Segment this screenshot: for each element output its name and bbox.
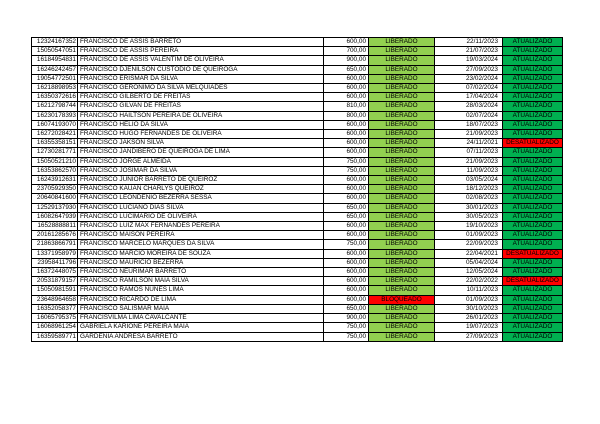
- update-status-cell[interactable]: ATUALIZADO: [503, 222, 563, 231]
- value-cell[interactable]: 600,00: [324, 231, 369, 240]
- name-cell[interactable]: GARDENIA ANDRESA BARRETO: [78, 332, 324, 341]
- value-cell[interactable]: 600,00: [324, 249, 369, 258]
- value-cell[interactable]: 750,00: [324, 332, 369, 341]
- date-cell[interactable]: 07/02/2024: [435, 84, 503, 93]
- date-cell[interactable]: 01/09/2023: [435, 231, 503, 240]
- name-cell[interactable]: FRANCISCO DJENILSON CUSTODIO DE QUEIROGA: [78, 65, 324, 74]
- id-cell[interactable]: 12324167352: [32, 38, 78, 47]
- name-cell[interactable]: GABRIELA KARIONE PEREIRA MAIA: [78, 323, 324, 332]
- id-cell[interactable]: 21863866791: [32, 240, 78, 249]
- release-status-cell[interactable]: LIBERADO: [369, 176, 435, 185]
- name-cell[interactable]: FRANCISCO HAILTSON PEREIRA DE OLIVEIRA: [78, 111, 324, 120]
- name-cell[interactable]: FRANCISCO JOSIMAR DA SILVA: [78, 166, 324, 175]
- table-row: [32, 212, 563, 221]
- release-status-cell[interactable]: LIBERADO: [369, 332, 435, 341]
- name-cell[interactable]: FRANCISCO MAURICIO BEZERRA: [78, 258, 324, 267]
- date-cell[interactable]: 05/04/2024: [435, 258, 503, 267]
- table-row: [32, 157, 563, 166]
- table-row: [32, 120, 563, 129]
- release-status-cell[interactable]: LIBERADO: [369, 148, 435, 157]
- release-status-cell[interactable]: LIBERADO: [369, 120, 435, 129]
- date-cell[interactable]: 23/02/2024: [435, 74, 503, 83]
- id-cell[interactable]: 20531879157: [32, 277, 78, 286]
- update-status-cell[interactable]: ATUALIZADO: [503, 84, 563, 93]
- date-cell[interactable]: 22/09/2023: [435, 240, 503, 249]
- release-status-cell[interactable]: LIBERADO: [369, 304, 435, 313]
- release-status-cell[interactable]: LIBERADO: [369, 323, 435, 332]
- update-status-cell[interactable]: ATUALIZADO: [503, 268, 563, 277]
- update-status-cell[interactable]: ATUALIZADO: [503, 295, 563, 304]
- name-cell[interactable]: FRANCISCO JANDIBERO DE QUEIROGA DE LIMA: [78, 148, 324, 157]
- name-cell[interactable]: FRANCISCO DE ASSIS BARRETO: [78, 38, 324, 47]
- update-status-cell[interactable]: ATUALIZADO: [503, 286, 563, 295]
- release-status-cell[interactable]: LIBERADO: [369, 277, 435, 286]
- date-cell[interactable]: 21/09/2023: [435, 130, 503, 139]
- id-cell[interactable]: 16353862570: [32, 166, 78, 175]
- value-cell[interactable]: 600,00: [324, 176, 369, 185]
- id-cell[interactable]: 20161285676: [32, 231, 78, 240]
- date-cell[interactable]: 17/04/2024: [435, 93, 503, 102]
- name-cell[interactable]: FRANCISCO JUNIOR BARRETO DE QUEIROZ: [78, 176, 324, 185]
- date-cell[interactable]: 19/10/2023: [435, 222, 503, 231]
- id-cell[interactable]: 16272028421: [32, 130, 78, 139]
- release-status-cell[interactable]: LIBERADO: [369, 212, 435, 221]
- table-row: [32, 249, 563, 258]
- name-cell[interactable]: FRANCISCO LUCIANO DIAS SILVA: [78, 203, 324, 212]
- value-cell[interactable]: 750,00: [324, 157, 369, 166]
- value-cell[interactable]: 600,00: [324, 258, 369, 267]
- table-row: [32, 185, 563, 194]
- release-status-cell[interactable]: LIBERADO: [369, 166, 435, 175]
- release-status-cell[interactable]: LIBERADO: [369, 130, 435, 139]
- table-row: [32, 323, 563, 332]
- release-status-cell[interactable]: LIBERADO: [369, 111, 435, 120]
- update-status-cell[interactable]: ATUALIZADO: [503, 304, 563, 313]
- date-cell[interactable]: 10/11/2023: [435, 286, 503, 295]
- update-status-cell[interactable]: ATUALIZADO: [503, 212, 563, 221]
- value-cell[interactable]: 600,00: [324, 222, 369, 231]
- release-status-cell[interactable]: LIBERADO: [369, 258, 435, 267]
- update-status-cell[interactable]: ATUALIZADO: [503, 258, 563, 267]
- id-cell[interactable]: 23705929350: [32, 185, 78, 194]
- value-cell[interactable]: 600,00: [324, 120, 369, 129]
- value-cell[interactable]: 600,00: [324, 38, 369, 47]
- release-status-cell[interactable]: LIBERADO: [369, 56, 435, 65]
- date-cell[interactable]: 24/11/2021: [435, 139, 503, 148]
- update-status-cell[interactable]: ATUALIZADO: [503, 47, 563, 56]
- value-cell[interactable]: 900,00: [324, 314, 369, 323]
- update-status-cell[interactable]: ATUALIZADO: [503, 166, 563, 175]
- date-cell[interactable]: 19/07/2023: [435, 323, 503, 332]
- table-row: [32, 65, 563, 74]
- id-cell[interactable]: 16528888811: [32, 222, 78, 231]
- table-row: [32, 194, 563, 203]
- value-cell[interactable]: 810,00: [324, 102, 369, 111]
- name-cell[interactable]: FRANCISCO MARCELO MARQUES DA SILVA: [78, 240, 324, 249]
- id-cell[interactable]: 23958411796: [32, 258, 78, 267]
- release-status-cell[interactable]: LIBERADO: [369, 194, 435, 203]
- id-cell[interactable]: 16212798744: [32, 102, 78, 111]
- value-cell[interactable]: 700,00: [324, 47, 369, 56]
- name-cell[interactable]: FRANCISCO GERONIMO DA SILVA MELQUIADES: [78, 84, 324, 93]
- table-row: [32, 176, 563, 185]
- release-status-cell[interactable]: LIBERADO: [369, 65, 435, 74]
- value-cell[interactable]: 600,00: [324, 148, 369, 157]
- table-row: [32, 286, 563, 295]
- table-row: [32, 56, 563, 65]
- update-status-cell[interactable]: DESATUALIZADO: [503, 139, 563, 148]
- update-status-cell[interactable]: ATUALIZADO: [503, 323, 563, 332]
- table-row: [32, 148, 563, 157]
- date-cell[interactable]: 02/07/2024: [435, 111, 503, 120]
- id-cell[interactable]: 15050981591: [32, 286, 78, 295]
- name-cell[interactable]: FRANCISCO HUGO FERNANDES DE OLIVEIRA: [78, 130, 324, 139]
- spreadsheet: [31, 37, 563, 342]
- table-row: [32, 268, 563, 277]
- table-row: [32, 240, 563, 249]
- name-cell[interactable]: FRANCISCO HELIO DA SILVA: [78, 120, 324, 129]
- name-cell[interactable]: FRANCISCO RICARDO DE LIMA: [78, 295, 324, 304]
- update-status-cell[interactable]: ATUALIZADO: [503, 65, 563, 74]
- name-cell[interactable]: FRANCISCO RAMILSON MAIA SILVA: [78, 277, 324, 286]
- table-row: [32, 314, 563, 323]
- value-cell[interactable]: 600,00: [324, 295, 369, 304]
- beneficiary-table: [31, 37, 563, 342]
- date-cell[interactable]: 22/04/2021: [435, 249, 503, 258]
- date-cell[interactable]: 11/09/2023: [435, 166, 503, 175]
- id-cell[interactable]: 16246242457: [32, 65, 78, 74]
- id-cell[interactable]: 16352058377: [32, 304, 78, 313]
- table-row: [32, 304, 563, 313]
- id-cell[interactable]: 15050547051: [32, 47, 78, 56]
- id-cell[interactable]: 16184954831: [32, 56, 78, 65]
- table-row: [32, 111, 563, 120]
- date-cell[interactable]: 22/02/2022: [435, 277, 503, 286]
- name-cell[interactable]: FRANCISCO LUCIMARIO DE OLIVEIRA: [78, 212, 324, 221]
- name-cell[interactable]: FRANCISCO LEONDENIO BEZERRA SESSA: [78, 194, 324, 203]
- value-cell[interactable]: 650,00: [324, 65, 369, 74]
- update-status-cell[interactable]: ATUALIZADO: [503, 102, 563, 111]
- name-cell[interactable]: FRANCISCO KAUAN CHARLYS QUEIROZ: [78, 185, 324, 194]
- id-cell[interactable]: 16082647939: [32, 212, 78, 221]
- table-row: [32, 277, 563, 286]
- update-status-cell[interactable]: ATUALIZADO: [503, 231, 563, 240]
- table-row: [32, 222, 563, 231]
- date-cell[interactable]: 30/10/2023: [435, 304, 503, 313]
- value-cell[interactable]: 600,00: [324, 74, 369, 83]
- id-cell[interactable]: 15050521210: [32, 157, 78, 166]
- release-status-cell[interactable]: LIBERADO: [369, 314, 435, 323]
- value-cell[interactable]: 600,00: [324, 277, 369, 286]
- name-cell[interactable]: FRANCISCO JORGE ALMEIDA: [78, 157, 324, 166]
- id-cell[interactable]: 16068961254: [32, 323, 78, 332]
- table-row: [32, 166, 563, 175]
- id-cell[interactable]: 16218898953: [32, 84, 78, 93]
- id-cell[interactable]: 16372448075: [32, 268, 78, 277]
- date-cell[interactable]: 22/11/2023: [435, 38, 503, 47]
- id-cell[interactable]: 16065795375: [32, 314, 78, 323]
- date-cell[interactable]: 07/11/2023: [435, 148, 503, 157]
- value-cell[interactable]: 600,00: [324, 93, 369, 102]
- release-status-cell[interactable]: BLOQUEADO: [369, 295, 435, 304]
- id-cell[interactable]: 16074193070: [32, 120, 78, 129]
- value-cell[interactable]: 750,00: [324, 166, 369, 175]
- date-cell[interactable]: 19/03/2024: [435, 56, 503, 65]
- release-status-cell[interactable]: LIBERADO: [369, 157, 435, 166]
- value-cell[interactable]: 800,00: [324, 111, 369, 120]
- release-status-cell[interactable]: LIBERADO: [369, 74, 435, 83]
- id-cell[interactable]: 19054772501: [32, 74, 78, 83]
- name-cell[interactable]: FRANCISCO SALISMAR MAIA: [78, 304, 324, 313]
- id-cell[interactable]: 20640841600: [32, 194, 78, 203]
- release-status-cell[interactable]: LIBERADO: [369, 102, 435, 111]
- update-status-cell[interactable]: ATUALIZADO: [503, 56, 563, 65]
- release-status-cell[interactable]: LIBERADO: [369, 84, 435, 93]
- table-row: [32, 231, 563, 240]
- date-cell[interactable]: 02/08/2023: [435, 194, 503, 203]
- name-cell[interactable]: FRANCISCO JAKSON SILVA: [78, 139, 324, 148]
- name-cell[interactable]: FRANCISCO NEURIMAR BARRETO: [78, 268, 324, 277]
- table-row: [32, 38, 563, 47]
- id-cell[interactable]: 13371958979: [32, 249, 78, 258]
- value-cell[interactable]: 600,00: [324, 286, 369, 295]
- table-row: [32, 47, 563, 56]
- update-status-cell[interactable]: ATUALIZADO: [503, 148, 563, 157]
- value-cell[interactable]: 600,00: [324, 84, 369, 93]
- update-status-cell[interactable]: DESATUALIZADO: [503, 277, 563, 286]
- name-cell[interactable]: FRANCISCO LUIZ MAX FERNANDES PEREIRA: [78, 222, 324, 231]
- update-status-cell[interactable]: ATUALIZADO: [503, 74, 563, 83]
- release-status-cell[interactable]: LIBERADO: [369, 222, 435, 231]
- table-row: [32, 258, 563, 267]
- name-cell[interactable]: FRANCISCO GILBERTO DE FREITAS: [78, 93, 324, 102]
- table-row: [32, 130, 563, 139]
- table-row: [32, 84, 563, 93]
- value-cell[interactable]: 650,00: [324, 212, 369, 221]
- release-status-cell[interactable]: LIBERADO: [369, 185, 435, 194]
- date-cell[interactable]: 18/07/2023: [435, 120, 503, 129]
- id-cell[interactable]: 16359589771: [32, 332, 78, 341]
- name-cell[interactable]: FRANCISCO RAMOS NUNES LIMA: [78, 286, 324, 295]
- update-status-cell[interactable]: DESATUALIZADO: [503, 249, 563, 258]
- update-status-cell[interactable]: ATUALIZADO: [503, 38, 563, 47]
- update-status-cell[interactable]: ATUALIZADO: [503, 93, 563, 102]
- date-cell[interactable]: 18/12/2023: [435, 185, 503, 194]
- value-cell[interactable]: 600,00: [324, 130, 369, 139]
- date-cell[interactable]: 30/05/2023: [435, 212, 503, 221]
- name-cell[interactable]: FRANCISCO ERISMAR DA SILVA: [78, 74, 324, 83]
- table-row: [32, 102, 563, 111]
- update-status-cell[interactable]: ATUALIZADO: [503, 111, 563, 120]
- id-cell[interactable]: 16350372616: [32, 93, 78, 102]
- update-status-cell[interactable]: ATUALIZADO: [503, 194, 563, 203]
- date-cell[interactable]: 03/05/2024: [435, 176, 503, 185]
- release-status-cell[interactable]: LIBERADO: [369, 240, 435, 249]
- update-status-cell[interactable]: ATUALIZADO: [503, 203, 563, 212]
- id-cell[interactable]: 16355358151: [32, 139, 78, 148]
- release-status-cell[interactable]: LIBERADO: [369, 249, 435, 258]
- update-status-cell[interactable]: ATUALIZADO: [503, 130, 563, 139]
- id-cell[interactable]: 12529137930: [32, 203, 78, 212]
- name-cell[interactable]: FRANCISCO DE ASSIS VALENTIM DE OLIVEIRA: [78, 56, 324, 65]
- table-row: [32, 93, 563, 102]
- update-status-cell[interactable]: ATUALIZADO: [503, 157, 563, 166]
- value-cell[interactable]: 600,00: [324, 194, 369, 203]
- value-cell[interactable]: 600,00: [324, 268, 369, 277]
- value-cell[interactable]: 900,00: [324, 56, 369, 65]
- release-status-cell[interactable]: LIBERADO: [369, 286, 435, 295]
- release-status-cell[interactable]: LIBERADO: [369, 231, 435, 240]
- value-cell[interactable]: 650,00: [324, 304, 369, 313]
- release-status-cell[interactable]: LIBERADO: [369, 47, 435, 56]
- name-cell[interactable]: FRANCISCO GILVAN DE FREITAS: [78, 102, 324, 111]
- release-status-cell[interactable]: LIBERADO: [369, 38, 435, 47]
- id-cell[interactable]: 12730281771: [32, 148, 78, 157]
- value-cell[interactable]: 750,00: [324, 240, 369, 249]
- date-cell[interactable]: 21/07/2023: [435, 47, 503, 56]
- date-cell[interactable]: 27/09/2023: [435, 332, 503, 341]
- table-row: [32, 139, 563, 148]
- value-cell[interactable]: 750,00: [324, 323, 369, 332]
- name-cell[interactable]: FRANCISVILMA LIMA CAVALCANTE: [78, 314, 324, 323]
- update-status-cell[interactable]: ATUALIZADO: [503, 314, 563, 323]
- release-status-cell[interactable]: LIBERADO: [369, 93, 435, 102]
- update-status-cell[interactable]: ATUALIZADO: [503, 120, 563, 129]
- date-cell[interactable]: 30/01/2023: [435, 203, 503, 212]
- date-cell[interactable]: 28/03/2024: [435, 102, 503, 111]
- id-cell[interactable]: 23648964658: [32, 295, 78, 304]
- update-status-cell[interactable]: ATUALIZADO: [503, 240, 563, 249]
- name-cell[interactable]: FRANCISCO MARCIO MOREIRA DE SOUZA: [78, 249, 324, 258]
- value-cell[interactable]: 600,00: [324, 139, 369, 148]
- id-cell[interactable]: 16243912631: [32, 176, 78, 185]
- date-cell[interactable]: 26/01/2023: [435, 314, 503, 323]
- id-cell[interactable]: 16230178393: [32, 111, 78, 120]
- update-status-cell[interactable]: ATUALIZADO: [503, 332, 563, 341]
- table-row: [32, 295, 563, 304]
- value-cell[interactable]: 650,00: [324, 203, 369, 212]
- date-cell[interactable]: 01/09/2023: [435, 295, 503, 304]
- table-row: [32, 203, 563, 212]
- value-cell[interactable]: 600,00: [324, 185, 369, 194]
- release-status-cell[interactable]: LIBERADO: [369, 139, 435, 148]
- update-status-cell[interactable]: ATUALIZADO: [503, 176, 563, 185]
- date-cell[interactable]: 12/05/2024: [435, 268, 503, 277]
- table-row: [32, 74, 563, 83]
- name-cell[interactable]: FRANCISCO MAISON PEREIRA: [78, 231, 324, 240]
- name-cell[interactable]: FRANCISCO DE ASSIS PEREIRA: [78, 47, 324, 56]
- date-cell[interactable]: 27/09/2023: [435, 65, 503, 74]
- release-status-cell[interactable]: LIBERADO: [369, 268, 435, 277]
- date-cell[interactable]: 21/09/2023: [435, 157, 503, 166]
- release-status-cell[interactable]: LIBERADO: [369, 203, 435, 212]
- table-row: [32, 332, 563, 341]
- update-status-cell[interactable]: ATUALIZADO: [503, 185, 563, 194]
